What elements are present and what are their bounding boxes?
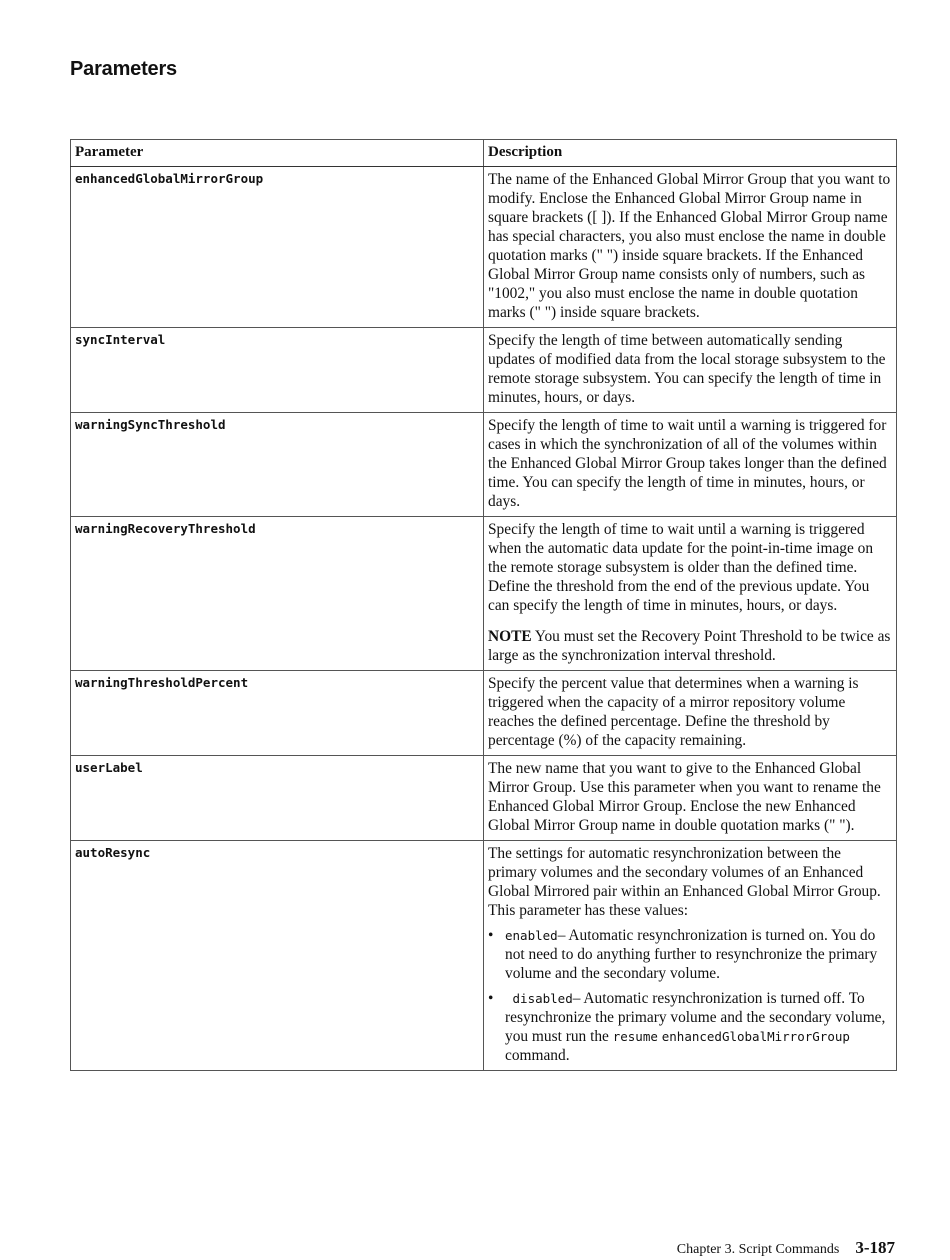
parameter-name: warningSyncThreshold bbox=[71, 413, 484, 517]
list-item bbox=[488, 989, 892, 1065]
parameter-description bbox=[484, 167, 897, 328]
bullet-icon: • bbox=[488, 990, 494, 1007]
description-text: The name of the Enhanced Global Mirror Group that you want to modify. Enclose the Enhanced Global Mirror Group name in square brackets ([ ]). If the Enhanced Global Mirror Group name has special characters, you also must enclose the name in double quotation marks (" ") inside square brackets. If the Enhanced Global Mirror Group name consists only of numbers, such as "1002," you also must enclose the name in double quotation marks (" ") inside square brackets. bbox=[488, 171, 891, 321]
parameter-name: warningRecoveryThreshold bbox=[71, 517, 484, 671]
bullet-icon: • bbox=[488, 927, 494, 944]
parameter-description bbox=[484, 413, 897, 517]
value-code: enabled bbox=[505, 928, 558, 943]
description-text: Specify the length of time to wait until a warning is triggered for cases in which the synchronization of all of the volumes within the Enhanced Global Mirror Group takes longer than the defined time. You can specify the length of time in minutes, hours, or days. bbox=[488, 417, 887, 510]
command-tail: command. bbox=[505, 1047, 570, 1064]
description-text: Specify the length of time to wait until a warning is triggered when the automatic data update for the point-in-time image on the remote storage subsystem is older than the defined time. Define the threshold from the end of the previous update. You can specify the length of time in minutes, hours, or days. bbox=[488, 521, 874, 614]
footer-chapter: Chapter 3. Script Commands bbox=[676, 1242, 840, 1257]
table-row bbox=[71, 328, 897, 413]
description-text: The settings for automatic resynchronization between the primary volumes and the secondary volumes of an Enhanced Global Mirrored pair within an Enhanced Global Mirror Group. This parameter has these values: bbox=[488, 845, 881, 919]
parameter-description bbox=[484, 756, 897, 841]
page-heading: Parameters bbox=[70, 58, 177, 80]
value-text: – Automatic resynchronization is turned on. You do not need to do anything further to resynchronize the primary volume and the secondary volume. bbox=[505, 927, 878, 982]
description-text: The new name that you want to give to the Enhanced Global Mirror Group. Use this parameter when you want to rename the Enhanced Global Mirror Group. Enclose the new Enhanced Global Mirror Group name in double quotation marks (" "). bbox=[488, 760, 881, 834]
command-code: enhancedGlobalMirrorGroup bbox=[661, 1029, 850, 1044]
page-number: 3-187 bbox=[855, 1238, 895, 1257]
table-row bbox=[71, 841, 897, 1071]
note-paragraph bbox=[488, 627, 892, 665]
table-header-row bbox=[71, 140, 897, 167]
parameter-description bbox=[484, 328, 897, 413]
parameter-description bbox=[484, 841, 897, 1071]
parameter-name: warningThresholdPercent bbox=[71, 671, 484, 756]
column-header-parameter: Parameter bbox=[71, 140, 484, 167]
note-text: You must set the Recovery Point Threshold to be twice as large as the synchronization interval threshold. bbox=[488, 628, 891, 664]
command-code: resume bbox=[612, 1029, 658, 1044]
parameter-name: syncInterval bbox=[71, 328, 484, 413]
table-row bbox=[71, 756, 897, 841]
column-header-description: Description bbox=[484, 140, 897, 167]
parameter-description bbox=[484, 671, 897, 756]
description-text: Specify the percent value that determines when a warning is triggered when the capacity of a mirror repository volume reaches the defined percentage. Define the threshold by percentage (%) of the capacity remaining. bbox=[488, 675, 859, 749]
parameter-name: autoResync bbox=[71, 841, 484, 1071]
parameter-name: userLabel bbox=[71, 756, 484, 841]
description-text: Specify the length of time between automatically sending updates of modified data from the local storage subsystem to the remote storage subsystem. You can specify the length of time in minutes, hours, or days. bbox=[488, 332, 886, 406]
table-row bbox=[71, 517, 897, 671]
table-row bbox=[71, 413, 897, 517]
list-item bbox=[488, 926, 892, 983]
table-row bbox=[71, 167, 897, 328]
value-list bbox=[488, 926, 892, 1065]
parameter-description bbox=[484, 517, 897, 671]
table-row bbox=[71, 671, 897, 756]
parameters-table bbox=[70, 139, 897, 1071]
parameter-name: enhancedGlobalMirrorGroup bbox=[71, 167, 484, 328]
value-code: disabled bbox=[505, 991, 573, 1006]
value-text: – Automatic resynchronization is turned off. To resynchronize the primary volume and the secondary volume, you must run the bbox=[505, 990, 886, 1045]
page-footer bbox=[677, 1238, 895, 1258]
note-label: NOTE bbox=[488, 628, 532, 645]
